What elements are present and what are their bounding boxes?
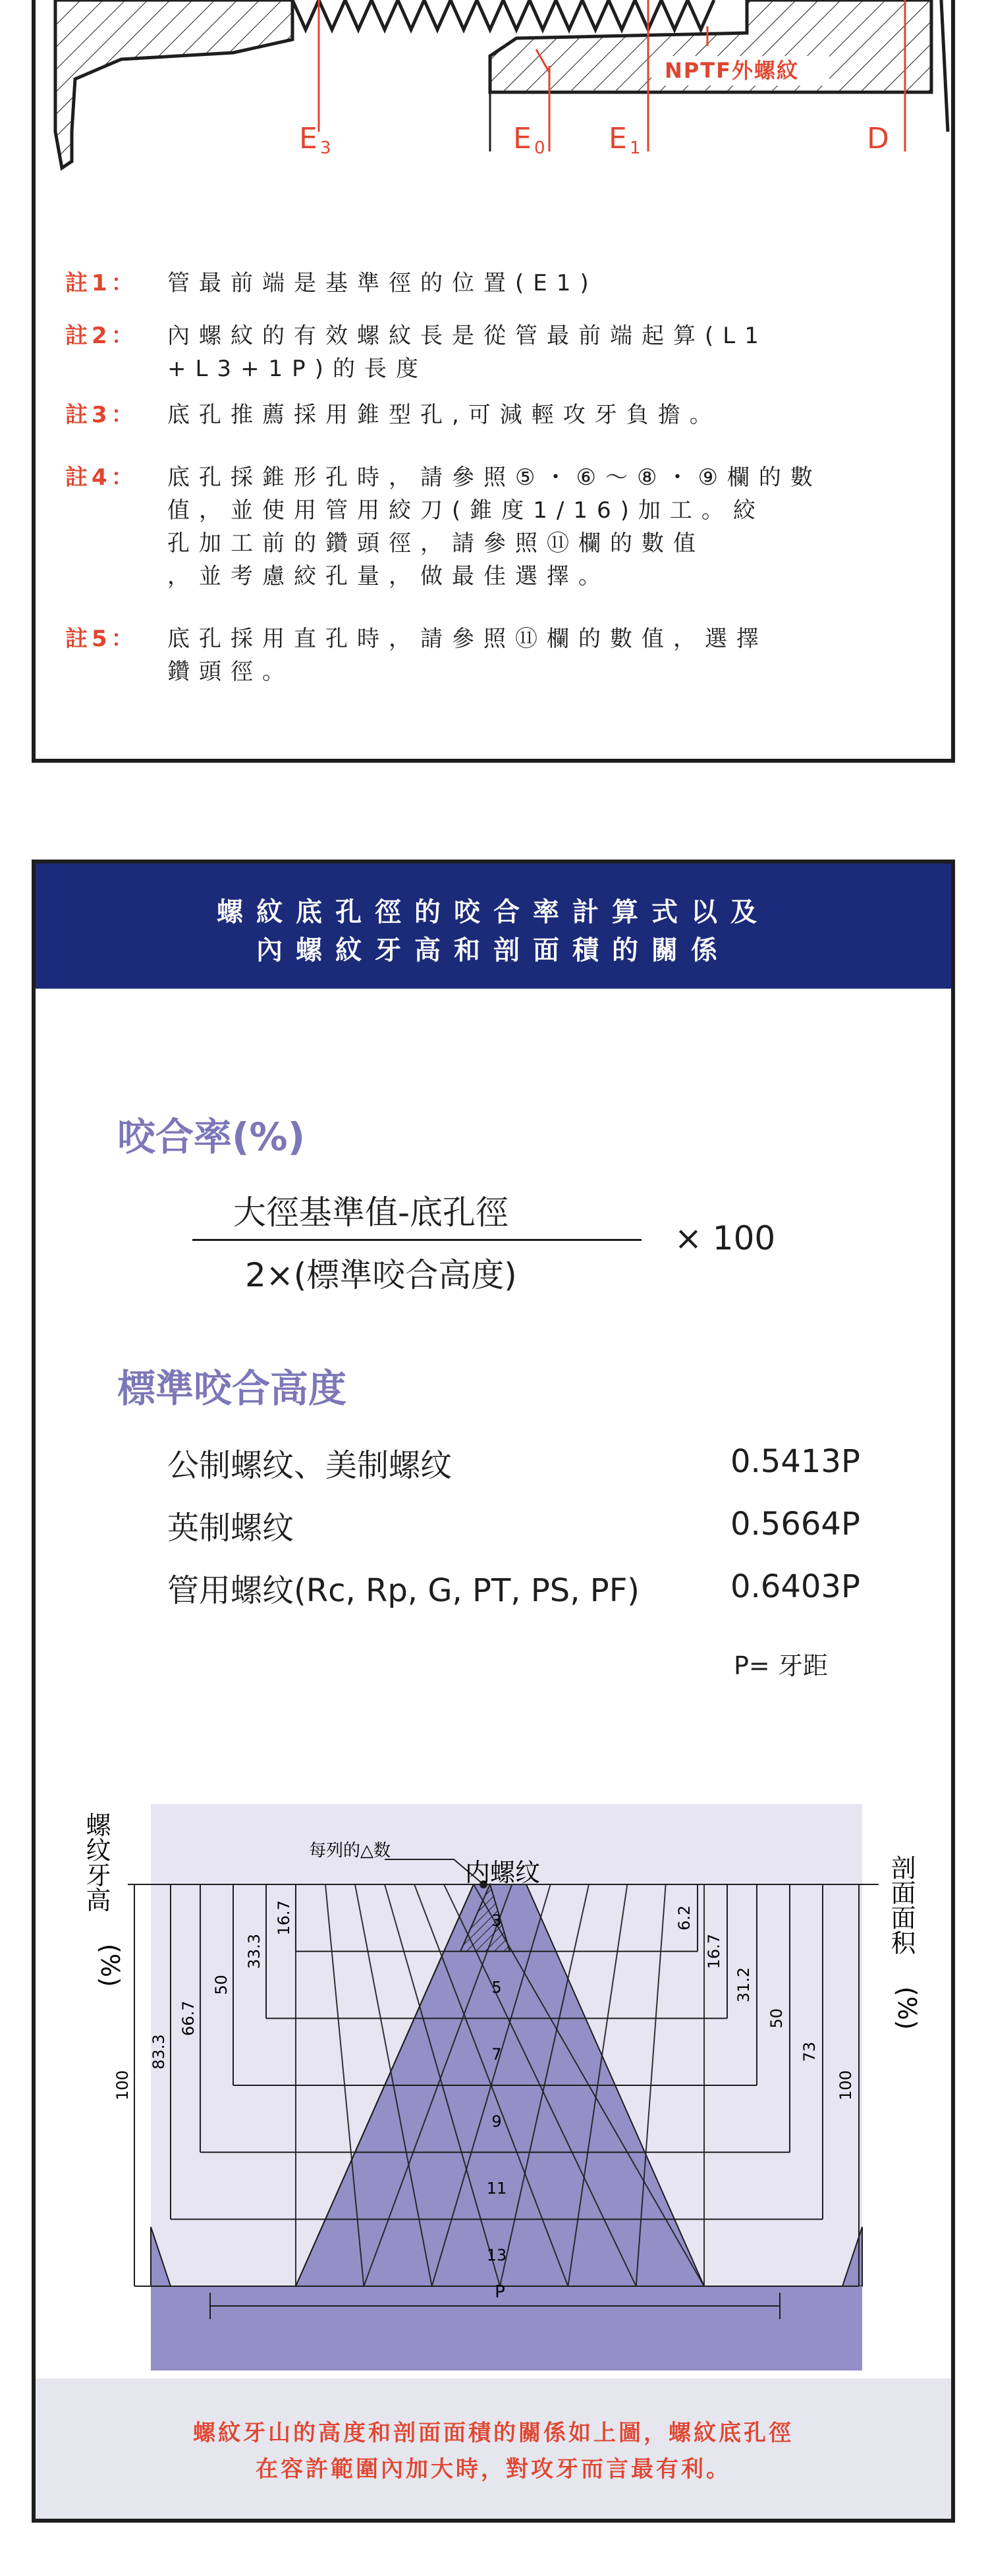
e1-subscript: 1 xyxy=(630,138,641,158)
e1-label: E xyxy=(609,122,627,155)
panel-header xyxy=(36,863,951,989)
height-label: 66.7 xyxy=(179,2000,198,2037)
row-count-label: 5 xyxy=(491,1978,502,1997)
left-body-hatch xyxy=(55,0,292,168)
note-label: 註1： xyxy=(65,270,138,296)
area-label: 31.2 xyxy=(734,1967,753,2003)
row-count-label: 13 xyxy=(486,2246,507,2265)
pitch-note: P= 牙距 xyxy=(734,1651,828,1680)
e0-label: E xyxy=(513,122,532,155)
panel-footer xyxy=(36,2378,951,2519)
thread-triangle-diagram xyxy=(36,1786,951,2378)
standard-row-value: 0.6403P xyxy=(730,1568,860,1605)
area-label: 73 xyxy=(800,2041,819,2062)
left-axis-title: 螺纹牙高 xyxy=(82,1812,111,1912)
e3-subscript: 3 xyxy=(320,138,331,158)
d-label: D xyxy=(867,122,889,155)
base-block xyxy=(151,2286,862,2370)
header-line-2: 內螺紋牙高和剖面積的關係 xyxy=(256,935,730,966)
footer-line-1: 螺紋牙山的高度和剖面面積的關係如上圖，螺紋底孔徑 xyxy=(193,2420,794,2446)
right-edge xyxy=(941,0,948,132)
height-label: 50 xyxy=(212,1975,231,1995)
area-label: 50 xyxy=(767,2008,786,2029)
note-text: 底孔採錐形孔時，請參照⑤・⑥～⑧・⑨欄的數 值，並使用管用絞刀(錐度1/16)加工。絞 孔加工前的鑽頭徑，請參照⑪欄的數值 ，並考慮絞孔量，做最佳選擇。 xyxy=(167,464,822,589)
header-line-1: 螺紋底孔徑的咬合率計算式以及 xyxy=(217,897,770,927)
height-label: 100 xyxy=(113,2070,132,2100)
right-axis-unit: (%) xyxy=(892,1987,921,2030)
height-label: 83.3 xyxy=(150,2034,168,2069)
row-count-label: 11 xyxy=(486,2179,507,2198)
note-label: 註2： xyxy=(65,323,138,349)
thread-notes-panel xyxy=(32,0,955,763)
area-label: 6.2 xyxy=(675,1905,694,1931)
internal-thread-label: 内螺纹 xyxy=(465,1858,541,1887)
note-label: 註4： xyxy=(65,464,138,491)
note-text: 管最前端是基準徑的位置(E1) xyxy=(167,270,598,296)
fraction-bar xyxy=(192,1239,642,1241)
standard-row-value: 0.5413P xyxy=(730,1443,860,1480)
row-count-label: 9 xyxy=(491,2112,502,2131)
note-text: 底孔推薦採用錐型孔,可減輕攻牙負擔。 xyxy=(167,402,721,428)
engagement-panel xyxy=(32,860,955,2523)
formula-denominator: 2×(標準咬合高度) xyxy=(245,1256,517,1294)
standard-row-label: 公制螺纹、美制螺纹 xyxy=(167,1447,453,1484)
standard-row-label: 管用螺纹(Rc, Rp, G, PT, PS, PF) xyxy=(167,1572,640,1609)
engagement-title: 咬合率(%) xyxy=(117,1114,306,1159)
area-label: 16.7 xyxy=(705,1933,723,1969)
standard-height-title: 標準咬合高度 xyxy=(117,1366,347,1411)
right-axis-title: 剖面面积 xyxy=(887,1855,916,1955)
note-label: 註3： xyxy=(65,402,138,428)
height-label: 16.7 xyxy=(275,1900,293,1936)
note-text: 內螺紋的有效螺紋長是從管最前端起算(L1 +L3+1P)的長度 xyxy=(167,323,768,382)
note-text: 底孔採用直孔時，請參照⑪欄的數值，選擇 鑽頭徑。 xyxy=(167,626,768,685)
formula-numerator: 大徑基準值-底孔徑 xyxy=(233,1193,509,1232)
standard-row-value: 0.5664P xyxy=(730,1506,860,1543)
footer-line-2: 在容許範圍內加大時，對攻牙而言最有利。 xyxy=(256,2456,731,2482)
pitch-label: P xyxy=(495,2282,505,2302)
row-count-label: 7 xyxy=(491,2045,502,2064)
nptf-label: NPTF外螺紋 xyxy=(665,58,799,83)
thread-teeth xyxy=(292,0,714,30)
standard-row-label: 英制螺纹 xyxy=(167,1510,294,1547)
e3-label: E xyxy=(299,122,317,155)
formula-multiplier: × 100 xyxy=(674,1219,776,1257)
nptf-thread-diagram xyxy=(36,0,951,178)
row-count-label: 3 xyxy=(491,1911,502,1930)
area-label: 100 xyxy=(837,2070,855,2100)
height-label: 33.3 xyxy=(245,1933,263,1969)
note-label: 註5： xyxy=(65,626,138,652)
top-caption: 每列的△数 xyxy=(309,1841,391,1861)
e0-subscript: 0 xyxy=(534,138,545,158)
left-axis-unit: (%) xyxy=(96,1944,124,1987)
